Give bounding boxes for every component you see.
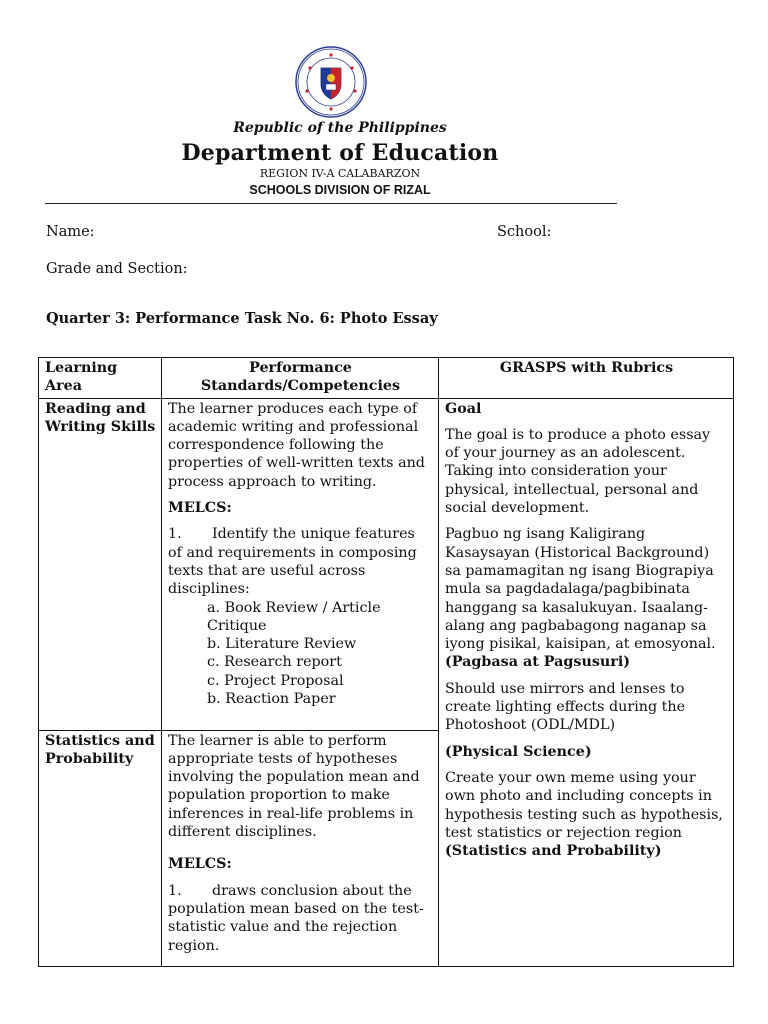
goal-label: Goal <box>445 400 482 417</box>
performance-task-table <box>38 357 734 967</box>
melc-subitem: a. Book Review / Article Critique <box>207 599 381 634</box>
stats-description: Create your own meme using your own photo and including concepts in hypothesis testing such as hypothesis, test statistics or rejection region <box>445 769 723 841</box>
melcs-label: MELCS: <box>168 856 232 873</box>
grade-section-field-label: Grade and Section: <box>46 261 188 277</box>
melc-item <box>168 525 433 598</box>
header-grasps: GRASPS with Rubrics <box>439 358 734 399</box>
division-heading: SCHOOLS DIVISION OF RIZAL <box>249 183 431 197</box>
deped-seal-icon <box>295 46 367 118</box>
goal-text: The goal is to produce a photo essay of your journey as an adolescent. Taking into consideration your physical, intellectual, personal and social development. <box>445 426 711 517</box>
science-text: Should use mirrors and lenses to create lighting effects during the Photoshoot (ODL/MDL) <box>445 680 686 734</box>
melc-subitem: b. Reaction Paper <box>207 691 336 708</box>
standards-cell <box>162 398 439 730</box>
melc-item-text: Identify the unique features of and requirements in composing texts that are useful across disciplines: <box>168 526 417 598</box>
stats-subject: (Statistics and Probability) <box>445 843 662 860</box>
table-header-row <box>39 358 734 399</box>
stats-text <box>445 769 728 860</box>
header-divider <box>45 203 617 204</box>
name-field-label: Name: <box>46 224 95 240</box>
standard-text: The learner is able to perform appropriate tests of hypotheses involving the population mean and population proportion to make inferences in real-life problems in different disciplines. <box>168 732 420 841</box>
filipino-subject: (Pagbasa at Pagsusuri) <box>445 654 631 671</box>
filipino-text <box>445 525 728 671</box>
melc-item-number: 1. <box>168 882 182 899</box>
melc-subitem: b. Literature Review <box>207 636 357 653</box>
task-title: Quarter 3: Performance Task No. 6: Photo Essay <box>46 310 438 327</box>
melc-subitem: c. Research report <box>207 654 342 671</box>
learning-area-cell: Reading and Writing Skills <box>39 398 162 730</box>
melc-item-number: 1. <box>168 526 182 543</box>
melc-subitem: c. Project Proposal <box>207 672 344 689</box>
learning-area-cell: Statistics and Probability <box>39 730 162 966</box>
header-learning-area: Learning Area <box>39 358 162 399</box>
school-field-label: School: <box>497 224 552 240</box>
standards-cell <box>162 730 439 966</box>
melc-item-text: draws conclusion about the population mean based on the test-statistic value and the rejection region. <box>168 882 424 954</box>
grasps-cell <box>439 398 734 966</box>
region-heading: REGION IV-A CALABARZON <box>259 167 421 180</box>
department-heading: Department of Education <box>181 140 499 166</box>
science-subject: (Physical Science) <box>445 743 592 760</box>
republic-heading: Republic of the Philippines <box>233 120 447 136</box>
melc-item <box>168 882 433 955</box>
melcs-label: MELCS: <box>168 500 232 517</box>
header-performance-standards: Performance Standards/Competencies <box>162 358 439 399</box>
filipino-description: Pagbuo ng isang Kaligirang Kasaysayan (Historical Background) sa pamamagitan ng isang Biograpiya mula sa pagdadalaga/pagbibinata hanggang sa kasalukuyan. Isaalang-alang ang pagbabagong naganap sa iyong pisikal, kaisipan, at emosyonal. <box>445 526 716 653</box>
standard-text: The learner produces each type of academic writing and professional correspondence following the properties of well-written texts and process approach to writing. <box>168 400 425 490</box>
table-row <box>39 398 734 730</box>
